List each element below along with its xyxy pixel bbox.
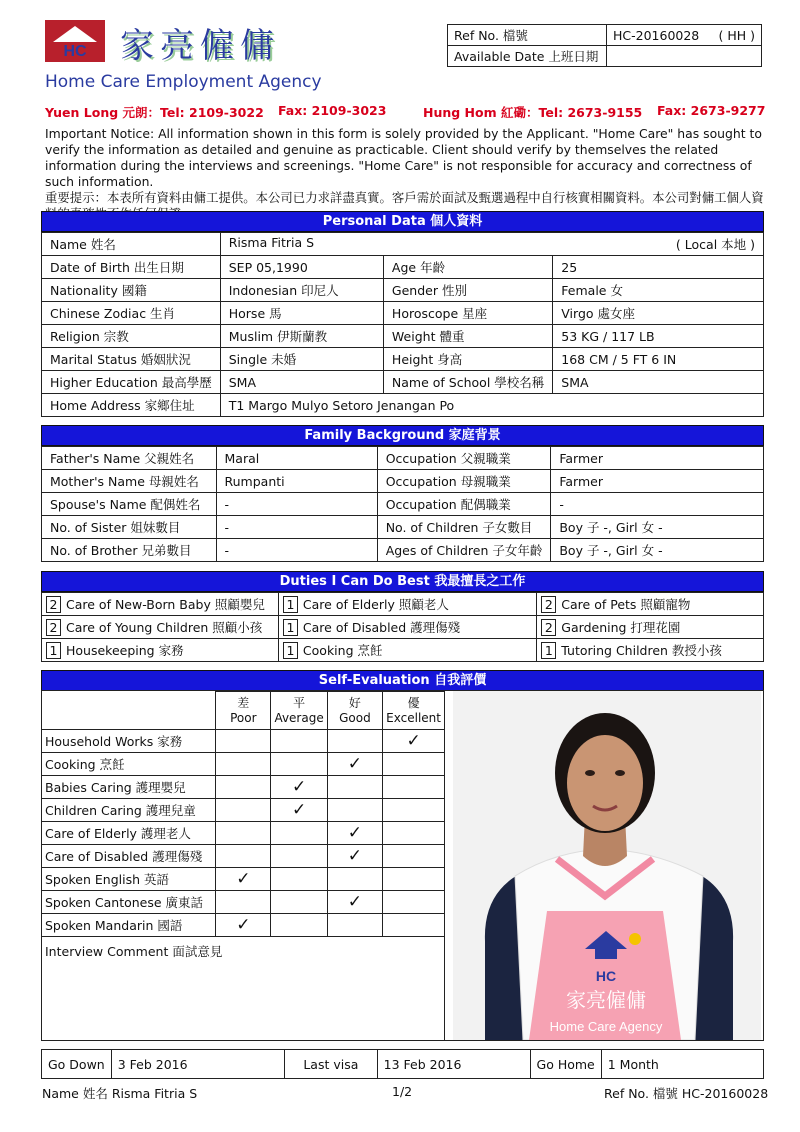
last-visa-value: 13 Feb 2016 xyxy=(377,1050,530,1079)
footer-ref: Ref No. 檔號 HC-20160028 xyxy=(604,1086,769,1101)
rating-cell xyxy=(216,845,271,868)
rating-cell xyxy=(383,753,444,776)
duty-label: Care of Young Children 照顧小孩 xyxy=(66,620,263,635)
rating-cell xyxy=(271,845,327,868)
self-evaluation-section xyxy=(41,670,764,691)
table-row xyxy=(42,593,764,616)
duty-item xyxy=(278,593,536,616)
field-label: Chinese Zodiac 生肖 xyxy=(42,302,221,325)
table-row xyxy=(42,639,764,662)
field-label: Gender 性別 xyxy=(383,279,552,302)
rating-cell xyxy=(271,891,327,914)
field-label: Marital Status 婚姻狀況 xyxy=(42,348,221,371)
evaluation-item-label: Babies Caring 護理嬰兒 xyxy=(42,776,216,799)
duty-rank: 1 xyxy=(283,596,298,613)
rating-cell xyxy=(271,799,327,822)
evaluation-item-label: Spoken English 英語 xyxy=(42,868,216,891)
table-row xyxy=(42,776,444,799)
field-label: Age 年齡 xyxy=(383,256,552,279)
field-value: SMA xyxy=(553,371,764,394)
apron-chinese-text: 家亮僱傭 xyxy=(566,988,646,1012)
rating-cell xyxy=(327,730,382,753)
field-value: Farmer xyxy=(551,470,764,493)
duty-rank: 2 xyxy=(541,619,556,636)
field-value: Muslim 伊斯蘭教 xyxy=(220,325,383,348)
rating-cell xyxy=(383,799,444,822)
duty-item xyxy=(42,593,279,616)
available-date-value xyxy=(607,46,762,67)
rating-cell xyxy=(327,799,382,822)
field-value: Indonesian 印尼人 xyxy=(220,279,383,302)
name-label: Name 姓名 xyxy=(42,233,221,256)
field-label: Occupation 父親職業 xyxy=(377,447,551,470)
level-excellent: 優 Excellent xyxy=(383,692,444,730)
check-icon: ✓ xyxy=(236,868,251,889)
available-date-label: Available Date 上班日期 xyxy=(448,46,607,67)
brand-english-name: Home Care Employment Agency xyxy=(45,72,322,92)
duty-rank: 1 xyxy=(283,619,298,636)
go-home-label: Go Home xyxy=(530,1050,601,1079)
rating-cell xyxy=(383,730,444,753)
table-row xyxy=(42,447,764,470)
rating-cell xyxy=(271,914,327,937)
rating-cell xyxy=(327,776,382,799)
duty-label: Tutoring Children 教授小孩 xyxy=(561,643,722,658)
field-value: SMA xyxy=(220,371,383,394)
rating-cell xyxy=(271,868,327,891)
rating-cell xyxy=(216,822,271,845)
apron-logo-text: HC xyxy=(595,968,617,984)
notice-english: Important Notice: All information shown in this form is solely provided by the Applicant. "Home Care" has sought to verify the information as detailed and genuine as practicable. Client should verify by themselves the related information during the interviews and screenings. "Home Care" is not responsible for accuracy and correctness of such information. xyxy=(45,126,762,189)
family-background-header: Family Background 家庭背景 xyxy=(41,425,764,446)
check-icon: ✓ xyxy=(291,776,307,797)
duties-table xyxy=(41,592,764,662)
field-value: 53 KG / 117 LB xyxy=(553,325,764,348)
check-icon: ✓ xyxy=(347,753,363,774)
family-background-section xyxy=(41,425,764,562)
evaluation-item-label: Spoken Cantonese 廣東話 xyxy=(42,891,216,914)
duty-item xyxy=(42,639,279,662)
notice-chinese: 重要提示：本表所有資料由傭工提供。本公司已力求詳盡真實。客戶需於面試及甄選過程中自行核實相關資料。本公司對傭工個人資 xyxy=(45,190,764,205)
duty-rank: 2 xyxy=(46,619,61,636)
field-label: Occupation 母親職業 xyxy=(377,470,551,493)
check-icon: ✓ xyxy=(406,730,421,751)
hung-hom-tel: Hung Hom 紅磡：Tel: 2673-9155 xyxy=(423,105,643,120)
table-row xyxy=(42,279,764,302)
check-icon: ✓ xyxy=(236,914,251,935)
level-average: 平 Average xyxy=(271,692,327,730)
duty-rank: 2 xyxy=(46,596,61,613)
rating-cell xyxy=(216,914,271,937)
go-down-label: Go Down xyxy=(42,1050,112,1079)
duty-label: Care of Pets 照顧寵物 xyxy=(561,597,691,612)
duty-label: Care of Disabled 護理傷殘 xyxy=(302,620,461,635)
duty-label: Care of Elderly 照顧老人 xyxy=(302,597,449,612)
rating-cell xyxy=(383,868,444,891)
duties-header: Duties I Can Do Best 我最擅長之工作 xyxy=(41,571,764,592)
field-label: Height 身高 xyxy=(383,348,552,371)
evaluation-table xyxy=(42,691,444,937)
rating-cell xyxy=(327,753,382,776)
table-row xyxy=(42,302,764,325)
level-good: 好 Good xyxy=(327,692,382,730)
rating-cell xyxy=(216,730,271,753)
field-label: Weight 體重 xyxy=(383,325,552,348)
rating-cell xyxy=(271,753,327,776)
table-row xyxy=(42,822,444,845)
rating-cell xyxy=(216,799,271,822)
table-row xyxy=(42,868,444,891)
table-row xyxy=(42,233,764,256)
company-logo xyxy=(45,20,105,62)
applicant-photo xyxy=(444,690,764,1041)
duty-label: Gardening 打理花園 xyxy=(561,620,681,635)
duties-section xyxy=(41,571,764,662)
reference-box xyxy=(447,24,762,67)
duty-item xyxy=(537,639,764,662)
field-value: - xyxy=(216,516,377,539)
check-icon: ✓ xyxy=(347,891,363,912)
field-value: Boy 子 -, Girl 女 - xyxy=(551,539,764,562)
hung-hom-fax: Fax: 2673-9277 xyxy=(657,103,766,118)
ref-number: HC-20160028 xyxy=(613,27,700,43)
table-row xyxy=(42,1050,764,1079)
field-label: Spouse's Name 配偶姓名 xyxy=(42,493,217,516)
duty-item xyxy=(278,616,536,639)
table-row xyxy=(42,325,764,348)
personal-data-section xyxy=(41,211,764,417)
field-value: SEP 05,1990 xyxy=(220,256,383,279)
name-value xyxy=(220,233,763,256)
evaluation-header-row xyxy=(42,692,444,730)
field-label: No. of Children 子女數目 xyxy=(377,516,551,539)
go-home-value: 1 Month xyxy=(601,1050,763,1079)
field-label: Nationality 國籍 xyxy=(42,279,221,302)
table-row xyxy=(42,845,444,868)
field-value: - xyxy=(216,493,377,516)
field-value: Rumpanti xyxy=(216,470,377,493)
table-row xyxy=(42,394,764,417)
last-visa-label: Last visa xyxy=(285,1050,378,1079)
rating-cell xyxy=(383,776,444,799)
duty-rank: 2 xyxy=(541,596,556,613)
field-value: Single 未婚 xyxy=(220,348,383,371)
duty-item xyxy=(42,616,279,639)
table-row xyxy=(42,753,444,776)
level-poor: 差 Poor xyxy=(216,692,271,730)
rating-cell xyxy=(216,776,271,799)
table-row xyxy=(42,470,764,493)
evaluation-item-label: Household Works 家務 xyxy=(42,730,216,753)
field-label: Father's Name 父親姓名 xyxy=(42,447,217,470)
field-value: 25 xyxy=(553,256,764,279)
footer-name: Name 姓名 Risma Fitria S xyxy=(42,1086,198,1101)
rating-cell xyxy=(327,891,382,914)
yuen-long-fax: Fax: 2109-3023 xyxy=(278,103,387,118)
table-row xyxy=(42,371,764,394)
check-icon: ✓ xyxy=(291,799,307,820)
important-notice xyxy=(45,126,765,222)
applicant-name: Risma Fitria S xyxy=(228,235,315,250)
field-label: Horoscope 星座 xyxy=(383,302,552,325)
field-value: Maral xyxy=(216,447,377,470)
field-value: - xyxy=(551,493,764,516)
self-evaluation-header: Self-Evaluation 自我評價 xyxy=(41,670,764,691)
duty-item xyxy=(278,639,536,662)
field-label: Ages of Children 子女年齡 xyxy=(377,539,551,562)
rating-cell xyxy=(327,868,382,891)
field-label: Religion 宗教 xyxy=(42,325,221,348)
logo-text: HC xyxy=(63,43,87,60)
check-icon: ✓ xyxy=(347,845,363,866)
duty-item xyxy=(537,616,764,639)
header-blank xyxy=(42,692,216,730)
field-value: Farmer xyxy=(551,447,764,470)
table-row xyxy=(42,516,764,539)
rating-cell xyxy=(216,753,271,776)
family-table xyxy=(41,446,764,562)
rating-cell xyxy=(327,914,382,937)
field-label: No. of Brother 兄弟數目 xyxy=(42,539,217,562)
rating-cell xyxy=(216,868,271,891)
yuen-long-tel: Yuen Long 元朗：Tel: 2109-3022 xyxy=(45,105,264,120)
field-value: - xyxy=(216,539,377,562)
go-down-value: 3 Feb 2016 xyxy=(111,1050,284,1079)
duty-label: Housekeeping 家務 xyxy=(66,643,184,658)
field-label: Mother's Name 母親姓名 xyxy=(42,470,217,493)
rating-cell xyxy=(271,730,327,753)
evaluation-panel xyxy=(41,690,445,1041)
table-row xyxy=(42,616,764,639)
table-row xyxy=(42,256,764,279)
field-value: Boy 子 -, Girl 女 - xyxy=(551,516,764,539)
field-value: 168 CM / 5 FT 6 IN xyxy=(553,348,764,371)
duty-label: Care of New-Born Baby 照顧嬰兒 xyxy=(66,597,265,612)
interview-comment-label: Interview Comment 面試意見 xyxy=(45,944,223,959)
rating-cell xyxy=(383,891,444,914)
duty-rank: 1 xyxy=(46,642,61,659)
duty-item xyxy=(537,593,764,616)
field-label: Name of School 學校名稱 xyxy=(383,371,552,394)
personal-data-header: Personal Data 個人資料 xyxy=(41,211,764,232)
table-row xyxy=(42,914,444,937)
duty-label: Cooking 烹飪 xyxy=(302,643,383,658)
evaluation-item-label: Children Caring 護理兒童 xyxy=(42,799,216,822)
dates-table xyxy=(41,1049,764,1079)
table-row xyxy=(42,799,444,822)
ref-suffix: ( HH ) xyxy=(718,27,755,43)
field-value: Female 女 xyxy=(553,279,764,302)
rating-cell xyxy=(327,845,382,868)
field-label: Occupation 配偶職業 xyxy=(377,493,551,516)
rating-cell xyxy=(271,776,327,799)
table-row xyxy=(42,730,444,753)
brand-chinese-name: 家亮僱傭 xyxy=(120,26,280,66)
address-label: Home Address 家鄉住址 xyxy=(42,394,221,417)
field-value: Virgo 處女座 xyxy=(553,302,764,325)
table-row xyxy=(42,539,764,562)
check-icon: ✓ xyxy=(347,822,363,843)
address-value: T1 Margo Mulyo Setoro Jenangan Po xyxy=(220,394,763,417)
page-number: 1/2 xyxy=(392,1084,413,1099)
rating-cell xyxy=(327,822,382,845)
evaluation-item-label: Care of Elderly 護理老人 xyxy=(42,822,216,845)
evaluation-item-label: Spoken Mandarin 國語 xyxy=(42,914,216,937)
table-row xyxy=(42,493,764,516)
apron-english-text: Home Care Agency xyxy=(549,1019,663,1034)
rating-cell xyxy=(271,822,327,845)
rating-cell xyxy=(383,914,444,937)
evaluation-item-label: Care of Disabled 護理傷殘 xyxy=(42,845,216,868)
ref-label: Ref No. 檔號 xyxy=(448,25,607,46)
rating-cell xyxy=(216,891,271,914)
table-row xyxy=(42,348,764,371)
duty-rank: 1 xyxy=(283,642,298,659)
duty-rank: 1 xyxy=(541,642,556,659)
table-row xyxy=(42,891,444,914)
field-label: Date of Birth 出生日期 xyxy=(42,256,221,279)
field-value: Horse 馬 xyxy=(220,302,383,325)
field-label: Higher Education 最高學歷 xyxy=(42,371,221,394)
ref-value xyxy=(607,25,762,46)
rating-cell xyxy=(383,845,444,868)
personal-data-table xyxy=(41,232,764,417)
evaluation-item-label: Cooking 烹飪 xyxy=(42,753,216,776)
field-label: No. of Sister 姐妹數目 xyxy=(42,516,217,539)
rating-cell xyxy=(383,822,444,845)
local-tag: ( Local 本地 ) xyxy=(675,237,755,252)
